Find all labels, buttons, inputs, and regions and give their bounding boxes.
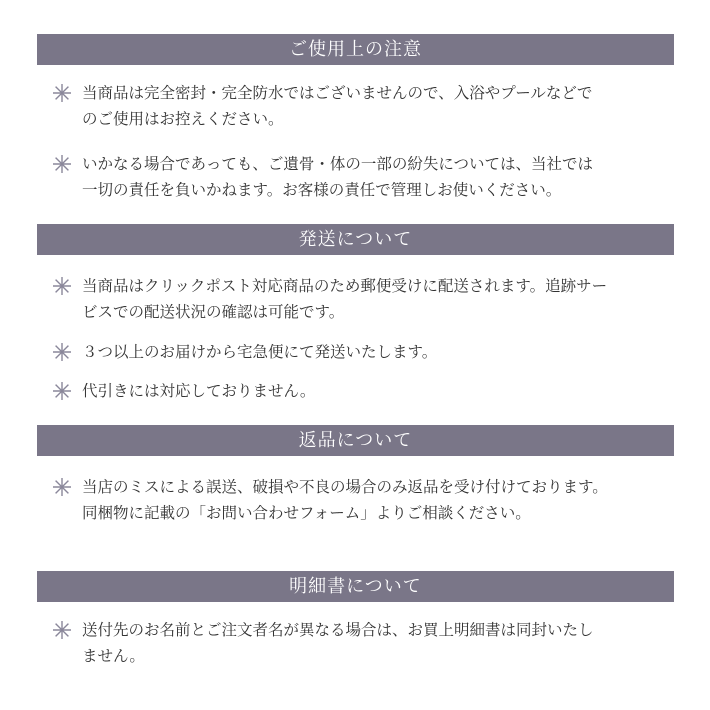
item-text-line: ません。	[82, 647, 145, 665]
item-text-line: のご使用はお控えください。	[82, 110, 284, 128]
item-text-line: ３つ以上のお届けから宅急便にて発送いたします。	[82, 343, 438, 361]
section-title: 明細書について	[289, 576, 422, 597]
item-text-line: 当店のミスによる誤送、破損や不良の場合のみ返品を受け付けております。	[82, 478, 608, 496]
item-text	[82, 80, 592, 132]
list-item	[52, 273, 672, 325]
section-header-invoice	[37, 571, 674, 602]
list-item	[52, 617, 672, 669]
item-text	[82, 474, 608, 526]
asterisk-icon	[52, 80, 76, 106]
asterisk-icon	[52, 151, 76, 177]
section-title: ご使用上の注意	[289, 39, 422, 60]
asterisk-icon	[52, 273, 76, 299]
section-title: 返品について	[298, 430, 413, 451]
section-header-usage-notes	[37, 34, 674, 65]
section-header-returns	[37, 425, 674, 456]
item-text	[82, 617, 594, 669]
item-text-line: 代引きには対応しておりません。	[82, 382, 316, 400]
list-item	[52, 339, 672, 365]
list-item	[52, 151, 672, 203]
list-item	[52, 474, 672, 526]
asterisk-icon	[52, 617, 76, 643]
item-text-line: 当商品は完全密封・完全防水ではございませんので、入浴やプールなどで	[82, 84, 593, 102]
item-text-line: 一切の責任を負いかねます。お客様の責任で管理しお使いください。	[82, 181, 562, 199]
item-text-line: 同梱物に記載の「お問い合わせフォーム」よりご相談ください。	[82, 504, 531, 522]
list-item	[52, 378, 672, 404]
item-text-line: ビスでの配送状況の確認は可能です。	[82, 303, 345, 321]
section-title: 発送について	[298, 229, 413, 250]
item-text-line: 送付先のお名前とご注文者名が異なる場合は、お買上明細書は同封いたし	[82, 621, 594, 639]
list-item	[52, 80, 672, 132]
item-text-line: 当商品はクリックポスト対応商品のため郵便受けに配送されます。追跡サー	[82, 277, 608, 295]
item-text	[82, 273, 607, 325]
item-text	[82, 378, 315, 404]
asterisk-icon	[52, 378, 76, 404]
item-text	[82, 151, 593, 203]
asterisk-icon	[52, 474, 76, 500]
section-header-shipping	[37, 224, 674, 255]
item-text-line: いかなる場合であっても、ご遺骨・体の一部の紛失については、当社では	[82, 155, 594, 173]
item-text	[82, 339, 437, 365]
asterisk-icon	[52, 339, 76, 365]
